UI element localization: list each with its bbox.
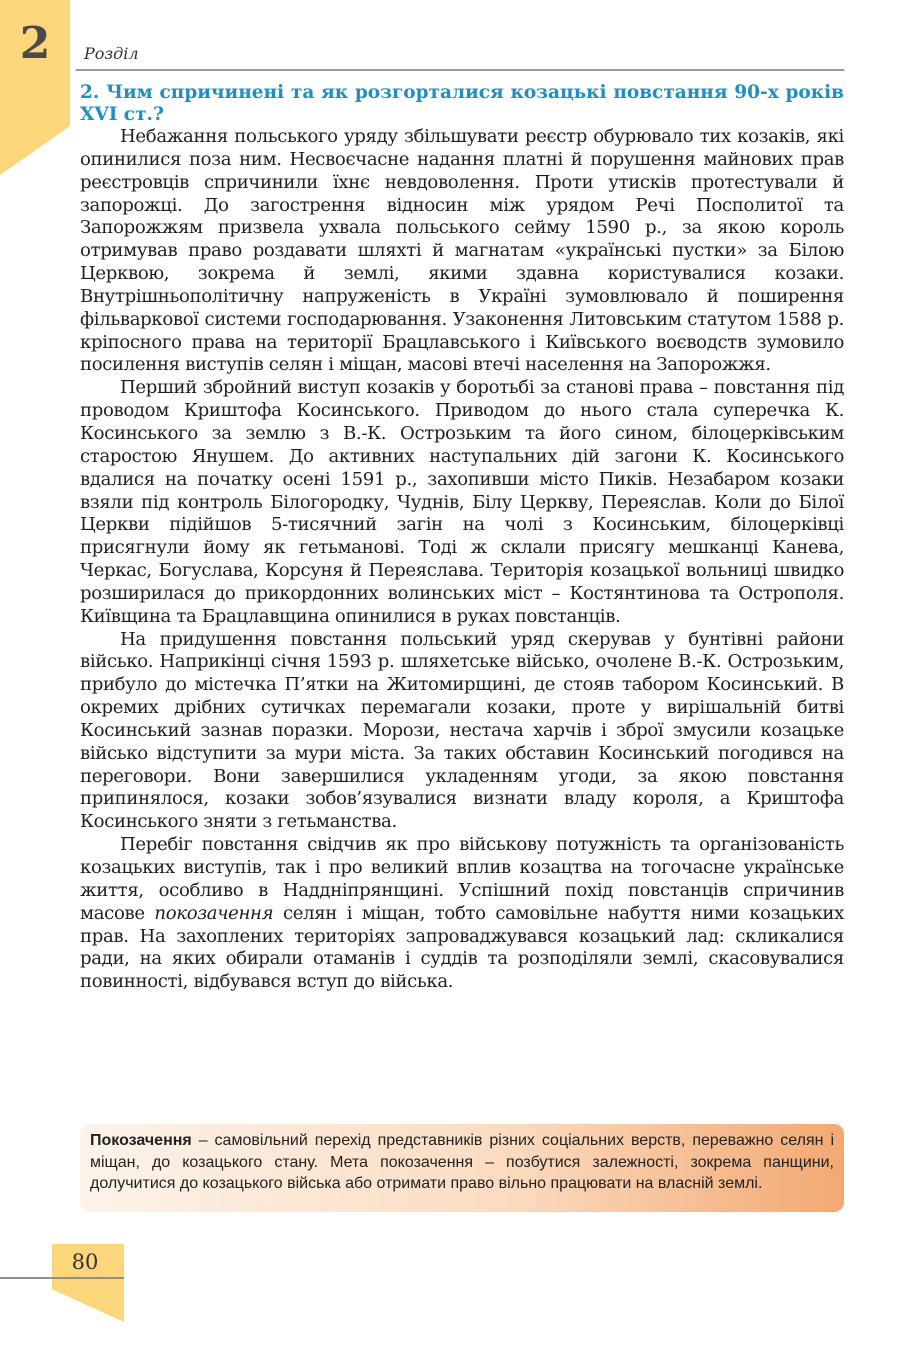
definition-term: Покозачення xyxy=(90,1132,192,1149)
definition-text: – самовільний перехід представників різних соціальних верств, переважно селян і міщан, до козацького стану. Мета покозачення – позбутися залежності, зокрема панщини, долучитися до козацького війська або отримати право вільно працювати на власній землі. xyxy=(90,1132,834,1192)
paragraph-1: Небажання польського уряду збільшувати реєстр обурювало тих козаків, які опинилися поза ним. Несвоєчасне надання платні й порушення майнових прав реєстровців спричинили їхнє невдоволення. Проти утисків протестували й запорожці. До загострення відносин між урядом Речі Посполитої та Запорожжям призвела ухвала польського сейму 1590 р., за якою король отримував право роздавати шляхті й магнатам «українські пустки» за Білою Церквою, зокрема й землі, якими здавна користувалися козаки. Внутрішньополітичну напруженість в Україні зумовлювало й поширення фільваркової системи господарювання. Узаконення Литовським статутом 1588 р. кріпосного права на території Брацлавського і Київського воєводств зумовило посилення виступів селян і міщан, масові втечі населення на Запорожжя. xyxy=(80,126,844,376)
paragraph-4-text-before: Перебіг повстання свідчив як про військову потужність та організованість козацьких виступів, так і про великий вплив козацтва на тогочасне українське життя, особливо в Наддніпрянщині. Успішний похід повстанців спричинив масове xyxy=(80,834,844,924)
paragraph-3: На придушення повстання польський уряд скерував у бунтівні райони військо. Наприкінці січня 1593 р. шляхетське військо, очолене В.-К. Острозьким, прибуло до містечка П’ятки на Житомирщині, де стояв табором Косинський. В окремих дрібних сутичках перемагали козаки, проте у вирішальній битві Косинський зазнав поразки. Морози, нестача харчів і зброї змусили козацьке військо відступити за мури міста. За таких обставин Косинський погодився на переговори. Вони завершилися укладенням угоди, за якою повстання припинялося, козаки зобов’язувалися визнати владу короля, а Криштофа Косинського зняти з гетьманства. xyxy=(80,628,844,833)
main-content xyxy=(80,82,844,994)
section-heading: 2. Чим спричинені та як розгорталися козацькі повстання 90-х років XVI ст.? xyxy=(80,82,844,125)
paragraph-4-text-after: селян і міщан, тобто самовільне набуття ними козацьких прав. На захоплених територіях запроваджувався козацький лад: скликалися ради, на яких обирали отаманів і суддів та розподіляли землі, скасовувалися повинності, відбувався вступ до війська. xyxy=(80,902,844,993)
header-divider xyxy=(76,69,844,71)
chapter-number: 2 xyxy=(19,18,51,69)
paragraph-2: Перший збройний виступ козаків у боротьбі за станові права – повстання під проводом Криштофа Косинського. Приводом до нього стала суперечка К. Косинського за землю з В.-К. Острозьким та його сином, білоцерківським старостою Янушем. До активних наступальних дій загони К. Косинського вдалися на початку осені 1591 р., захопивши місто Пиків. Незабаром козаки взяли під контроль Білогородку, Чуднів, Білу Церкву, Переяслав. Коли до Білої Церкви підійшов 5-тисячний загін на чолі з Косинським, білоцерківці присягнули йому як гетьманові. Тоді ж склали присягу мешканці Канева, Черкас, Богуслава, Корсуня й Переяслава. Територія козацької вольниці швидко розширилася до прикордонних волинських міст – Костянтинова та Острополя. Київщина та Брацлавщина опинилися в руках повстанців. xyxy=(80,377,844,627)
page-number: 80 xyxy=(71,1250,99,1274)
paragraph-4 xyxy=(80,834,844,994)
definition-box xyxy=(80,1124,844,1212)
footer-divider xyxy=(0,1277,124,1279)
term-emphasis: покозачення xyxy=(154,902,274,924)
section-label: Розділ xyxy=(84,44,139,63)
